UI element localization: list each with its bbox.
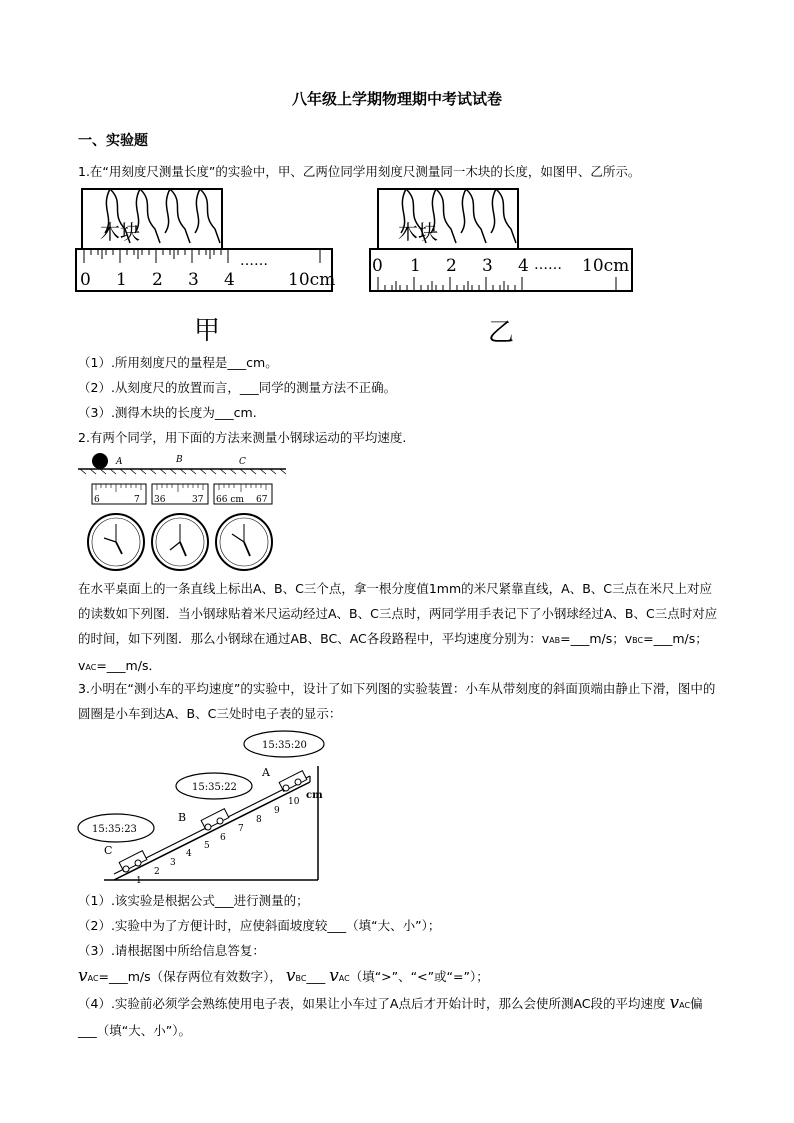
dots-b: …… [534, 257, 562, 273]
q1-figure [70, 183, 650, 353]
ruler-a-right: 7 [134, 495, 140, 505]
figure-label-a: 甲 [194, 316, 221, 346]
time-a: 15:35:20 [262, 740, 307, 751]
time-c: 15:35:23 [92, 824, 137, 835]
unit-label: cm [306, 790, 323, 801]
cart-a [279, 771, 307, 792]
q1-part-1: （1）.所用刻度尺的量程是___cm。 [78, 355, 278, 370]
cart-b [201, 809, 229, 830]
tick-2-b: 2 [446, 256, 457, 276]
q3-part-2: （2）.实验中为了方便计时，应使斜面坡度较___（填“大、小”）； [78, 918, 441, 933]
cart-c [119, 851, 147, 872]
scale-4: 4 [186, 849, 192, 859]
ruler-c-left: 66 cm [216, 495, 244, 505]
q2-stem: 2.有两个同学，用下面的方法来测量小钢球运动的平均速度. [78, 430, 407, 445]
q1-part-3: （3）.测得木块的长度为___cm. [78, 405, 257, 420]
ellipse-c [78, 814, 154, 842]
steel-ball [92, 453, 108, 469]
scale-10: 10 [288, 797, 300, 807]
end-b: 10cm [582, 256, 630, 276]
tick-4-a: 4 [224, 270, 235, 290]
point-a: A [116, 457, 123, 467]
tick-1-a: 1 [116, 270, 127, 290]
q3-stem: 3.小明在“测小车的平均速度”的实验中，设计了如下列图的实验装置：小车从带刻度的斜面顶端由静止下滑，图中的圆圈是小车到达A、B、C三处时电子表的显示： [78, 681, 716, 721]
label-b: B [178, 811, 187, 824]
block-label-a: 木块 [100, 220, 140, 244]
q1-stem: 1.在“用刻度尺测量长度”的实验中，甲、乙两位同学用刻度尺测量同一木块的长度，如图甲、乙所示。 [78, 164, 641, 179]
q2-body: 在水平桌面上的一条直线上标出A、B、C三个点，拿一根分度值1mm的米尺紧靠直线，A、B、C三点在米尺上对应的读数如下列图．当小钢球贴着米尺运动经过A、B、C三点时，两同学用手表记下了小钢球经过A、B、C三点时对应的时间，如下列图．那么小钢球在通过AB、BC、AC各段路程中，平均速度分别为：vAB=___m/s；vBC=___m/s；vAC=___m/s． [78, 581, 718, 673]
tick-0-a: 0 [80, 270, 91, 290]
ruler-a-left: 6 [94, 495, 100, 505]
tick-3-a: 3 [188, 270, 199, 290]
point-c: C [239, 457, 246, 467]
ruler-figure-b [370, 189, 632, 348]
ellipse-a [244, 731, 324, 757]
figure-label-b: 乙 [488, 318, 515, 348]
scale-2: 2 [154, 867, 160, 877]
ruler-b-left: 36 [154, 495, 166, 505]
q1-part-2: （2）.从刻度尺的放置而言，___同学的测量方法不正确。 [78, 380, 397, 395]
watch-a [88, 514, 144, 570]
watch-c [216, 514, 272, 570]
tick-3-b: 3 [482, 256, 493, 276]
tick-2-a: 2 [152, 270, 163, 290]
watch-b [152, 514, 208, 570]
point-b: B [176, 455, 183, 465]
q3-part-1: （1）.该实验是根据公式___进行测量的； [78, 893, 309, 908]
ruler-b-right: 37 [192, 495, 204, 505]
scale-8: 8 [256, 815, 262, 825]
label-a: A [262, 766, 270, 779]
scale-7: 7 [238, 824, 244, 834]
section-title: 一、实验题 [78, 133, 148, 149]
q3-part-4: （4）.实验前必须学会熟练使用电子表，如果让小车过了A点后才开始计时，那么会使所测AC段的平均速度 vAC偏___（填“大、小”）。 [78, 993, 703, 1038]
q2-figure [74, 450, 294, 575]
q3-part-3-answer: vAC=___m/s（保存两位有效数字）， vBC___ vAC（填“>”、“<”或“=”）； [78, 966, 489, 986]
q3-figure [74, 728, 334, 888]
scale-9: 9 [274, 806, 280, 816]
q3-part-3: （3）.请根据图中所给信息答复： [78, 943, 265, 958]
ruler-c-right: 67 [256, 495, 268, 505]
end-a: 10cm [288, 270, 336, 290]
ellipse-b [176, 773, 252, 799]
scale-3: 3 [170, 858, 176, 868]
dots-a: …… [240, 253, 268, 269]
block-label-b: 木块 [398, 220, 438, 244]
scale-5: 5 [204, 841, 210, 851]
tick-1-b: 1 [410, 256, 421, 276]
page-title: 八年级上学期物理期中考试试卷 [291, 90, 502, 108]
time-b: 15:35:22 [192, 782, 237, 793]
tick-4-b: 4 [518, 256, 529, 276]
label-c: C [104, 844, 113, 857]
scale-6: 6 [220, 833, 226, 843]
scale-1: 1 [136, 876, 142, 886]
tick-0-b: 0 [372, 256, 383, 276]
ruler-figure-a [76, 189, 335, 346]
